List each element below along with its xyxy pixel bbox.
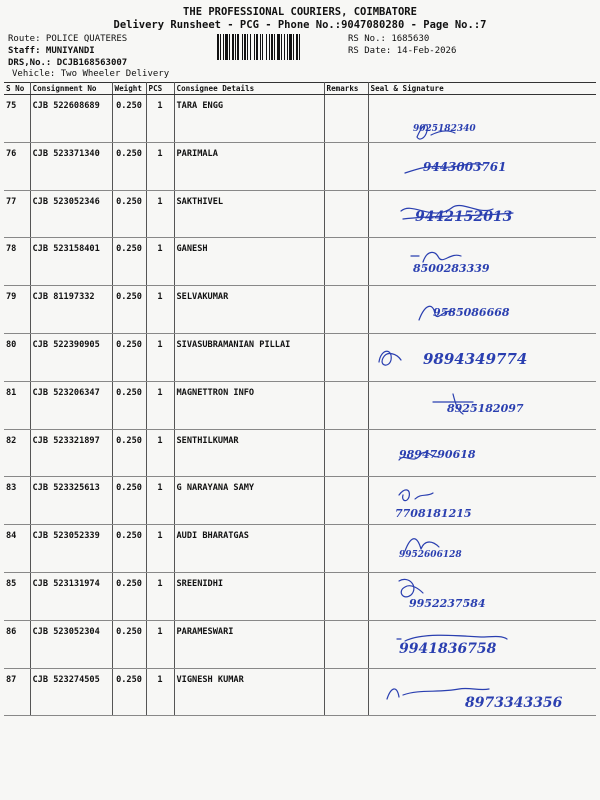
table-row [4, 620, 596, 668]
row-consignment-no: CJB 523131974 [30, 572, 112, 620]
vehicle-label: Vehicle: Two Wheeler Delivery [12, 69, 170, 79]
row-consignee: AUDI BHARATGAS [174, 525, 324, 573]
barcode-bar [271, 34, 273, 60]
runsheet-subtitle: Delivery Runsheet - PCG - Phone No.:9047080280 - Page No.:7 [113, 19, 487, 31]
row-consignment-no: CJB 523325613 [30, 477, 112, 525]
row-remarks [324, 142, 368, 190]
table-row [4, 477, 596, 525]
handwritten-signature [369, 621, 597, 662]
handwritten-signature [369, 477, 597, 521]
handwritten-signature [369, 334, 597, 375]
barcode-bar [260, 34, 261, 60]
barcode-bar [223, 34, 224, 60]
handwritten-signature [369, 286, 597, 327]
company-title: THE PROFESSIONAL COURIERS, COIMBATORE [183, 6, 417, 18]
table-row [4, 142, 596, 190]
row-weight: 0.250 [112, 286, 146, 334]
table-row [4, 286, 596, 334]
col-header-remarks: Remarks [324, 83, 368, 95]
runsheet-title [0, 6, 600, 31]
barcode-bar [232, 34, 234, 60]
table-row [4, 381, 596, 429]
row-sno: 78 [4, 238, 30, 286]
barcode-bar [262, 34, 263, 60]
col-header-consignment: Consignment No [30, 83, 112, 95]
row-pcs: 1 [146, 381, 174, 429]
row-consignee: SELVAKUMAR [174, 286, 324, 334]
row-sno: 81 [4, 381, 30, 429]
signature-phone: 9442152013 [414, 208, 512, 225]
row-weight: 0.250 [112, 620, 146, 668]
row-consignment-no: CJB 523274505 [30, 668, 112, 716]
barcode-bar [229, 34, 230, 60]
barcode-bar [237, 34, 239, 60]
row-pcs: 1 [146, 477, 174, 525]
row-weight: 0.250 [112, 429, 146, 477]
row-weight: 0.250 [112, 572, 146, 620]
row-remarks [324, 286, 368, 334]
table-row [4, 333, 596, 381]
handwritten-signature [369, 669, 597, 710]
handwritten-signature [369, 191, 597, 232]
handwritten-signature [369, 525, 597, 566]
row-signature [368, 381, 596, 429]
row-signature [368, 142, 596, 190]
row-sno: 77 [4, 190, 30, 238]
row-pcs: 1 [146, 668, 174, 716]
row-weight: 0.250 [112, 238, 146, 286]
row-pcs: 1 [146, 620, 174, 668]
signature-phone: 8925182097 [446, 401, 524, 415]
row-consignee: TARA ENGG [174, 95, 324, 143]
barcode-bar [299, 34, 300, 60]
row-signature [368, 620, 596, 668]
barcode-bar [269, 34, 270, 60]
barcode-bar [287, 34, 288, 60]
row-consignment-no: CJB 522390905 [30, 333, 112, 381]
barcode-bar [281, 34, 282, 60]
rs-date: RS Date: 14-Feb-2026 [348, 46, 457, 56]
row-pcs: 1 [146, 190, 174, 238]
row-consignee: MAGNETTRON INFO [174, 381, 324, 429]
row-pcs: 1 [146, 238, 174, 286]
signature-stroke [399, 490, 433, 501]
row-pcs: 1 [146, 333, 174, 381]
row-weight: 0.250 [112, 381, 146, 429]
row-remarks [324, 572, 368, 620]
handwritten-signature [369, 430, 597, 471]
table-row [4, 429, 596, 477]
row-weight: 0.250 [112, 142, 146, 190]
signature-stroke [411, 253, 461, 263]
signature-phone: 9443003761 [422, 159, 506, 174]
signature-phone: 9941836758 [398, 640, 496, 657]
row-weight: 0.250 [112, 668, 146, 716]
row-weight: 0.250 [112, 190, 146, 238]
table-row [4, 95, 596, 143]
barcode-bar [254, 34, 255, 60]
row-consignment-no: CJB 523158401 [30, 238, 112, 286]
barcode-bar [225, 34, 228, 60]
col-header-signature: Seal & Signature [368, 83, 596, 95]
row-pcs: 1 [146, 525, 174, 573]
row-signature [368, 572, 596, 620]
table-row [4, 668, 596, 716]
row-signature [368, 429, 596, 477]
row-signature [368, 525, 596, 573]
row-weight: 0.250 [112, 333, 146, 381]
row-consignee: G NARAYANA SAMY [174, 477, 324, 525]
row-sno: 84 [4, 525, 30, 573]
handwritten-signature [369, 143, 597, 184]
signature-phone: 8500283339 [412, 262, 490, 276]
row-remarks [324, 620, 368, 668]
barcode-icon [217, 34, 343, 60]
table-row [4, 190, 596, 238]
signature-stroke [379, 351, 401, 365]
signature-phone: 8973343356 [464, 694, 562, 711]
signature-phone: 9952237584 [408, 596, 486, 610]
row-remarks [324, 95, 368, 143]
handwritten-signature [369, 95, 597, 136]
handwritten-signature [369, 382, 597, 423]
row-consignment-no: CJB 523052304 [30, 620, 112, 668]
row-consignee: PARAMESWARI [174, 620, 324, 668]
row-signature [368, 333, 596, 381]
signature-phone: 7708181215 [394, 507, 472, 521]
row-consignment-no: CJB 81197332 [30, 286, 112, 334]
runsheet-table [4, 82, 596, 716]
col-header-pcs: PCS [146, 83, 174, 95]
row-sno: 83 [4, 477, 30, 525]
table-row [4, 525, 596, 573]
barcode-bar [235, 34, 236, 60]
signature-phone: 9585086668 [432, 306, 510, 320]
row-sno: 79 [4, 286, 30, 334]
row-consignee: GANESH [174, 238, 324, 286]
row-sno: 82 [4, 429, 30, 477]
row-pcs: 1 [146, 572, 174, 620]
row-signature [368, 668, 596, 716]
row-sno: 86 [4, 620, 30, 668]
staff-label: Staff: MUNIYANDI [8, 46, 95, 56]
row-consignment-no: CJB 523321897 [30, 429, 112, 477]
barcode-bar [277, 34, 280, 60]
signature-phone: 9025182340 [412, 124, 476, 134]
row-sno: 87 [4, 668, 30, 716]
row-remarks [324, 333, 368, 381]
barcode-bar [242, 34, 243, 60]
signature-phone: 9952606128 [398, 550, 462, 561]
barcode-bar [274, 34, 275, 60]
barcode-bar [244, 34, 246, 60]
table-header-row [4, 83, 596, 95]
row-pcs: 1 [146, 95, 174, 143]
barcode-bar [293, 34, 294, 60]
row-consignment-no: CJB 523052346 [30, 190, 112, 238]
barcode-bar [250, 34, 251, 60]
signature-phone: 9894790618 [398, 447, 476, 461]
barcode-bar [289, 34, 292, 60]
row-signature [368, 238, 596, 286]
handwritten-signature [369, 238, 597, 279]
col-header-sno: S No [4, 83, 30, 95]
row-signature [368, 190, 596, 238]
row-signature [368, 286, 596, 334]
row-consignee: SENTHILKUMAR [174, 429, 324, 477]
row-pcs: 1 [146, 142, 174, 190]
row-signature [368, 477, 596, 525]
handwritten-signature [369, 573, 597, 614]
row-consignee: VIGNESH KUMAR [174, 668, 324, 716]
drs-number: DRS,No.: DCJB168563007 [8, 58, 128, 68]
row-pcs: 1 [146, 286, 174, 334]
row-remarks [324, 238, 368, 286]
row-sno: 85 [4, 572, 30, 620]
barcode-bar [256, 34, 258, 60]
row-consignment-no: CJB 522608689 [30, 95, 112, 143]
barcode-bar [296, 34, 298, 60]
row-remarks [324, 525, 368, 573]
barcode-bar [247, 34, 248, 60]
row-sno: 75 [4, 95, 30, 143]
col-header-weight: Weight [112, 83, 146, 95]
barcode-bar [266, 34, 267, 60]
row-consignment-no: CJB 523371340 [30, 142, 112, 190]
barcode-bar [284, 34, 285, 60]
barcode-bar [217, 34, 219, 60]
table-row [4, 238, 596, 286]
row-pcs: 1 [146, 429, 174, 477]
row-consignee: SIVASUBRAMANIAN PILLAI [174, 333, 324, 381]
row-weight: 0.250 [112, 95, 146, 143]
row-weight: 0.250 [112, 477, 146, 525]
row-consignee: PARIMALA [174, 142, 324, 190]
row-signature [368, 95, 596, 143]
row-remarks [324, 477, 368, 525]
signature-phone: 9894349774 [422, 349, 527, 368]
row-sno: 80 [4, 333, 30, 381]
barcode-bar [220, 34, 221, 60]
signature-stroke [399, 579, 423, 596]
route-label: Route: POLICE QUATERES [8, 34, 128, 44]
row-consignee: SREENIDHI [174, 572, 324, 620]
row-sno: 76 [4, 142, 30, 190]
rs-number: RS No.: 1685630 [348, 34, 430, 44]
row-remarks [324, 190, 368, 238]
row-weight: 0.250 [112, 525, 146, 573]
row-remarks [324, 429, 368, 477]
row-consignee: SAKTHIVEL [174, 190, 324, 238]
row-remarks [324, 668, 368, 716]
table-row [4, 572, 596, 620]
col-header-consignee: Consignee Details [174, 83, 324, 95]
row-consignment-no: CJB 523052339 [30, 525, 112, 573]
row-consignment-no: CJB 523206347 [30, 381, 112, 429]
row-remarks [324, 381, 368, 429]
